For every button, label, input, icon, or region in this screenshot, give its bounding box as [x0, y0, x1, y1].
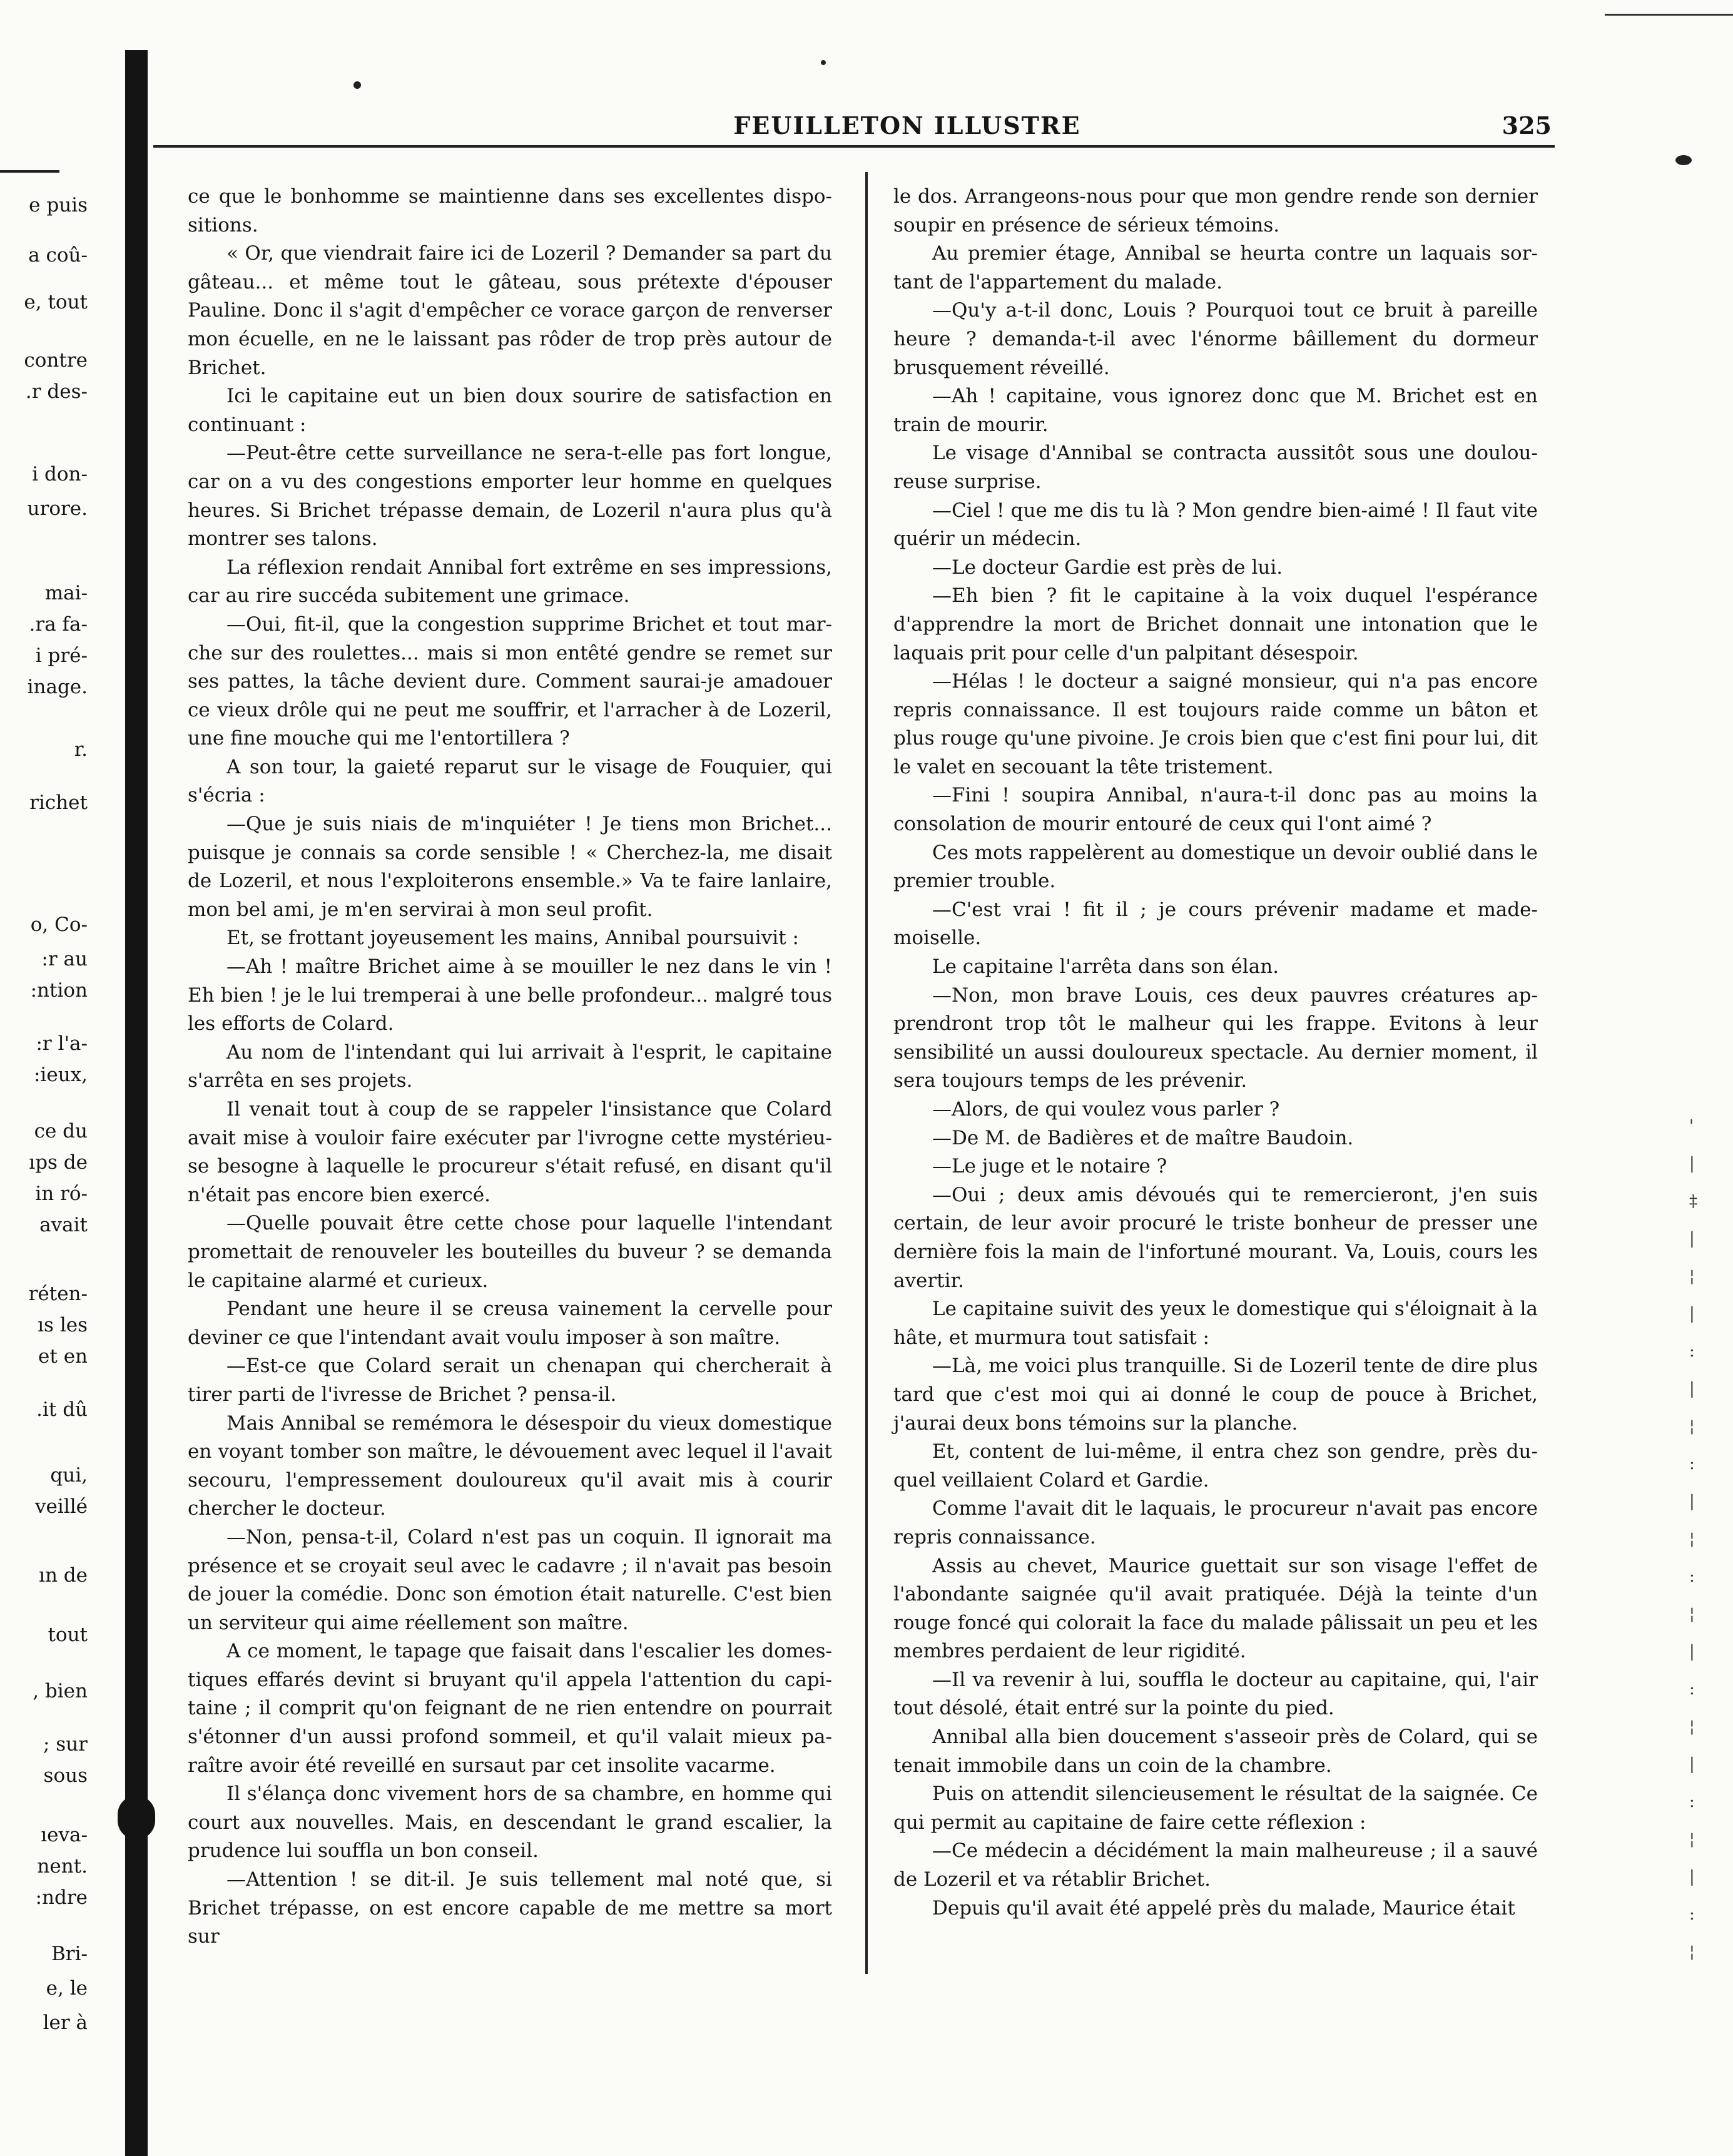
- paragraph: Annibal alla bien doucement s'asseoir près de Colard, qui se tenait immobile dans un coin de la chambre.: [893, 1726, 1538, 1777]
- paragraph: ce que le bonhomme se maintienne dans ses excellentes dispositions.: [188, 185, 832, 236]
- margin-fragment: e, tout: [24, 291, 88, 313]
- paragraph: Ici le capitaine eut un bien doux sourire de satisfaction en continuant :: [188, 385, 832, 436]
- paragraph: —Alors, de qui voulez vous parler ?: [932, 1098, 1280, 1121]
- margin-fragment: e, le: [46, 1977, 88, 2000]
- paragraph: —Il va revenir à lui, souffla le docteur au capitaine, qui, l'air tout désolé, était entré sur la pointe du pied.: [893, 1668, 1538, 1720]
- paragraph: La réflexion rendait Annibal fort extrême en ses impressions, car au rire succéda subitement une grimace.: [188, 556, 832, 608]
- margin-fragment: .ra fa-: [29, 613, 88, 636]
- paragraph: —C'est vrai ! fit il ; je cours prévenir madame et mademoiselle.: [893, 898, 1538, 950]
- top-rule: [1605, 14, 1733, 16]
- margin-fragment: avait: [39, 1214, 88, 1236]
- margin-fragment: ıeva-: [41, 1824, 88, 1846]
- margin-fragment: Bri-: [51, 1943, 88, 1965]
- margin-fragment: :r au: [41, 948, 88, 970]
- paragraph: Le capitaine l'arrêta dans son élan.: [932, 955, 1279, 979]
- margin-fragment: in ró-: [35, 1182, 88, 1205]
- paragraph: —Peut-être cette surveillance ne sera-t-elle pas fort longue, car on a vu des congestions emporter leur homme en quelques heures. Si Brichet trépasse demain, de Lozeril n'aura plus qu'à montrer ses talons.: [188, 442, 832, 551]
- margin-fragment: ıs les: [38, 1314, 88, 1336]
- paragraph: —Non, pensa-t-il, Colard n'est pas un coquin. Il ignorait ma présence et se croyait seul avec le cadavre ; il n'avait pas besoin de jouer la comédie. Donc son émotion était naturelle. C'est bien un serviteur qui aime réellement son maître.: [188, 1525, 832, 1634]
- paragraph: Puis on attendit silencieusement le résultat de la saignée. Ce qui permit au capitaine de faire cette réflexion :: [893, 1782, 1538, 1834]
- margin-fragment: et en: [38, 1345, 88, 1368]
- paragraph: Comme l'avait dit le laquais, le procureur n'avait pas encore repris connaissance.: [893, 1497, 1538, 1548]
- paragraph: Depuis qu'il avait été appelé près du malade, Maurice était: [932, 1896, 1515, 1920]
- margin-fragment: i don-: [32, 463, 88, 486]
- margin-fragment: inage.: [27, 676, 88, 698]
- margin-fragment: richet: [29, 791, 88, 814]
- paragraph: —Hélas ! le docteur a saigné monsieur, qui n'a pas encore repris connaissance. Il est toujours raide comme un bâton et plus rouge qu'une pivoine. Je crois bien que c'est fini pour lui, dit le valet en secouant la tête tristement.: [893, 670, 1538, 778]
- paragraph: —De M. de Badières et de maître Baudoin.: [932, 1126, 1354, 1149]
- paragraph: Assis au chevet, Maurice guettait sur son visage l'effet de l'abondante saignée qu'il avait pratiquée. Déjà la teinte d'un rouge foncé qui colorait la face du malade pâlissait un peu et les membres perdaient de leur rigidité.: [893, 1554, 1538, 1663]
- margin-fragment: i pré-: [35, 644, 88, 667]
- paragraph: Le capitaine suivit des yeux le domestique qui s'éloignait à la hâte, et murmura tout satisfait :: [893, 1298, 1538, 1349]
- margin-fragment: urore.: [27, 497, 88, 520]
- page-number: 325: [1502, 111, 1552, 140]
- margin-fragment: qui,: [50, 1464, 88, 1487]
- margin-fragment: :ntion: [30, 979, 88, 1002]
- ink-speck: [821, 60, 826, 65]
- margin-fragment: ıps de: [29, 1151, 88, 1174]
- margin-fragment: contre: [24, 349, 88, 372]
- paragraph: —Oui, fit-il, que la congestion supprime Brichet et tout marche sur des roulettes... mais si mon entêté gendre se remet sur ses pattes, la tâche devient dure. Comment saurai-je amadouer ce vieux drôle qui ne peut me souffrir, et l'arracher à de Lozeril, une fine mouche qui me l'entortillera ?: [188, 613, 832, 750]
- margin-fragment: :ndre: [35, 1886, 88, 1909]
- header-rule: [153, 145, 1555, 148]
- text-column-left: [188, 183, 832, 1951]
- margin-fragment: r.: [74, 738, 88, 761]
- margin-fragment: .r des-: [25, 380, 88, 403]
- paragraph: —Oui ; deux amis dévoués qui te remercieront, j'en suis certain, de leur avoir procuré le triste bonheur de presser une dernière fois la main de l'infortuné mourant. Va, Louis, cours les avertir.: [893, 1183, 1538, 1292]
- margin-fragment: ce du: [34, 1120, 88, 1142]
- paragraph: Au nom de l'intendant qui lui arrivait à l'esprit, le capitaine s'arrêta en ses projets.: [188, 1040, 832, 1092]
- paragraph: Pendant une heure il se creusa vainement la cervelle pour deviner ce que l'intendant avait voulu imposer à son maître.: [188, 1298, 832, 1349]
- margin-fragment: , bien: [33, 1680, 88, 1702]
- paragraph: —Le docteur Gardie est près de lui.: [932, 556, 1283, 579]
- paragraph: A ce moment, le tapage que faisait dans l'escalier les domestiques effarés devint si bruyant qu'il appela l'attention du capitaine ; il comprit qu'on feignant de ne rien entendre on pourrait s'étonner d'un aussi profond sommeil, et qu'il valait mieux paraître avoir été reveillé en sursaut par cet insolite vacarme.: [188, 1640, 832, 1777]
- margin-fragment: a coû-: [28, 244, 88, 267]
- margin-fragment: .it dû: [36, 1398, 88, 1421]
- margin-fragment: e puis: [29, 194, 88, 216]
- paragraph: le dos. Arrangeons-nous pour que mon gendre rende son dernier soupir en présence de sérieux témoins.: [893, 185, 1538, 236]
- paragraph: —Quelle pouvait être cette chose pour laquelle l'intendant promettait de renouveler les bouteilles du buveur ? se demanda le capitaine alarmé et curieux.: [188, 1212, 832, 1292]
- paragraph: Ces mots rappelèrent au domestique un devoir oublié dans le premier trouble.: [893, 841, 1538, 893]
- paragraph: —Que je suis niais de m'inquiéter ! Je tiens mon Brichet... puisque je connais sa corde sensible ! « Cherchez-la, me disait de Lozeril, et nous l'exploiterons ensemble.» Va te faire lanlaire, mon bel ami, je m'en servirai à mon seul profit.: [188, 813, 832, 921]
- ink-speck: [1675, 155, 1692, 165]
- margin-fragment: réten-: [28, 1283, 88, 1305]
- paragraph: Au premier étage, Annibal se heurta contre un laquais sortant de l'appartement du malade.: [893, 242, 1538, 293]
- paragraph: —Qu'y a-t-il donc, Louis ? Pourquoi tout ce bruit à pareille heure ? demanda-t-il avec l'énorme bâillement du dormeur brusquement réveillé.: [893, 299, 1538, 379]
- margin-fragment: o, Co-: [30, 913, 88, 936]
- paragraph: —Là, me voici plus tranquille. Si de Lozeril tente de dire plus tard que c'est moi qui ai donné le coup de pouce à Brichet, j'aurai deux bons témoins sur la planche.: [893, 1355, 1538, 1435]
- paragraph: —Fini ! soupira Annibal, n'aura-t-il donc pas au moins la consolation de mourir entouré de ceux qui l'ont aimé ?: [893, 784, 1538, 836]
- paragraph: A son tour, la gaieté reparut sur le visage de Fouquier, qui s'écria :: [188, 755, 832, 807]
- paragraph: —Le juge et le notaire ?: [932, 1155, 1167, 1178]
- margin-fragment: sous: [43, 1764, 88, 1787]
- paragraph: —Non, mon brave Louis, ces deux pauvres créatures apprendront trop tôt le malheur qui les frappe. Evitons à leur sensibilité un aussi douloureux spectacle. Au dernier moment, il sera toujours temps de les prévenir.: [893, 984, 1538, 1092]
- paragraph: —Attention ! se dit-il. Je suis tellement mal noté que, si Brichet trépasse, on est encore capable de me mettre sa mort sur: [188, 1868, 832, 1948]
- ink-speck: [353, 81, 361, 89]
- margin-fragment: ın de: [39, 1564, 88, 1587]
- paragraph: Il venait tout à coup de se rappeler l'insistance que Colard avait mise à vouloir faire exécuter par l'ivrogne cette mystérieuse besogne à laquelle le procureur s'était refusé, en disant qu'il n'était pas encore bien exercé.: [188, 1098, 832, 1206]
- paragraph: Il s'élança donc vivement hors de sa chambre, en homme qui court aux nouvelles. Mais, en descendant le grand escalier, la prudence lui souffla un bon conseil.: [188, 1782, 832, 1863]
- paragraph: —Ciel ! que me dis tu là ? Mon gendre bien-aimé ! Il faut vite quérir un médecin.: [893, 499, 1538, 551]
- margin-fragment: tout: [48, 1624, 88, 1646]
- margin-fragment: :r l'a-: [36, 1032, 88, 1055]
- text-column-right: [893, 183, 1538, 1923]
- margin-fragment: ler à: [43, 2011, 88, 2034]
- margin-fragment: nent.: [37, 1855, 88, 1878]
- paragraph: —Ah ! capitaine, vous ignorez donc que M. Brichet est en train de mourir.: [893, 385, 1538, 436]
- margin-fragment: :ieux,: [33, 1064, 88, 1086]
- binding-blot: [118, 1796, 155, 1839]
- paragraph: Mais Annibal se remémora le désespoir du vieux domestique en voyant tomber son maître, le dévouement avec lequel il l'avait secouru, l'empressement douloureux qu'il avait mis à courir chercher le docteur.: [188, 1411, 832, 1520]
- paragraph: Le visage d'Annibal se contracta aussitôt sous une douloureuse surprise.: [893, 442, 1538, 493]
- paragraph: « Or, que viendrait faire ici de Lozeril ? Demander sa part du gâteau... et même tout le gâteau, sous prétexte d'épouser Pauline. Donc il s'agit d'empêcher ce vorace garçon de renverser mon écuelle, en ne le laissant pas rôder de trop près autour de Brichet.: [188, 242, 832, 379]
- margin-fragment: ; sur: [43, 1733, 88, 1756]
- paragraph: Et, content de lui-même, il entra chez son gendre, près duquel veillaient Colard et Gardie.: [893, 1440, 1538, 1492]
- paragraph: Et, se frottant joyeusement les mains, Annibal poursuivit :: [226, 927, 799, 950]
- running-head: FEUILLETON ILLUSTRE: [733, 111, 1081, 140]
- margin-fragment: veillé: [35, 1495, 88, 1518]
- paragraph: —Eh bien ? fit le capitaine à la voix duquel l'espérance d'apprendre la mort de Brichet donnait une intonation que le laquais prit pour celle d'un palpitant désespoir.: [893, 584, 1538, 664]
- scan-noise: ' | ‡ | ¦ | : | ¦ : | ¦ : ¦ | : ¦ | : ¦ | : ¦: [1689, 1117, 1697, 1961]
- margin-rule: [0, 170, 59, 173]
- margin-fragment: mai-: [44, 582, 88, 604]
- paragraph: —Est-ce que Colard serait un chenapan qui chercherait à tirer parti de l'ivresse de Brichet ? pensa-il.: [188, 1355, 832, 1406]
- binding-gutter: [125, 50, 148, 2156]
- paragraph: —Ce médecin a décidément la main malheureuse ; il a sauvé de Lozeril et va rétablir Brichet.: [893, 1839, 1538, 1891]
- column-divider: [865, 172, 868, 1974]
- paragraph: —Ah ! maître Brichet aime à se mouiller le nez dans le vin ! Eh bien ! je le lui tremperai à une belle profondeur... malgré tous les efforts de Colard.: [188, 955, 832, 1035]
